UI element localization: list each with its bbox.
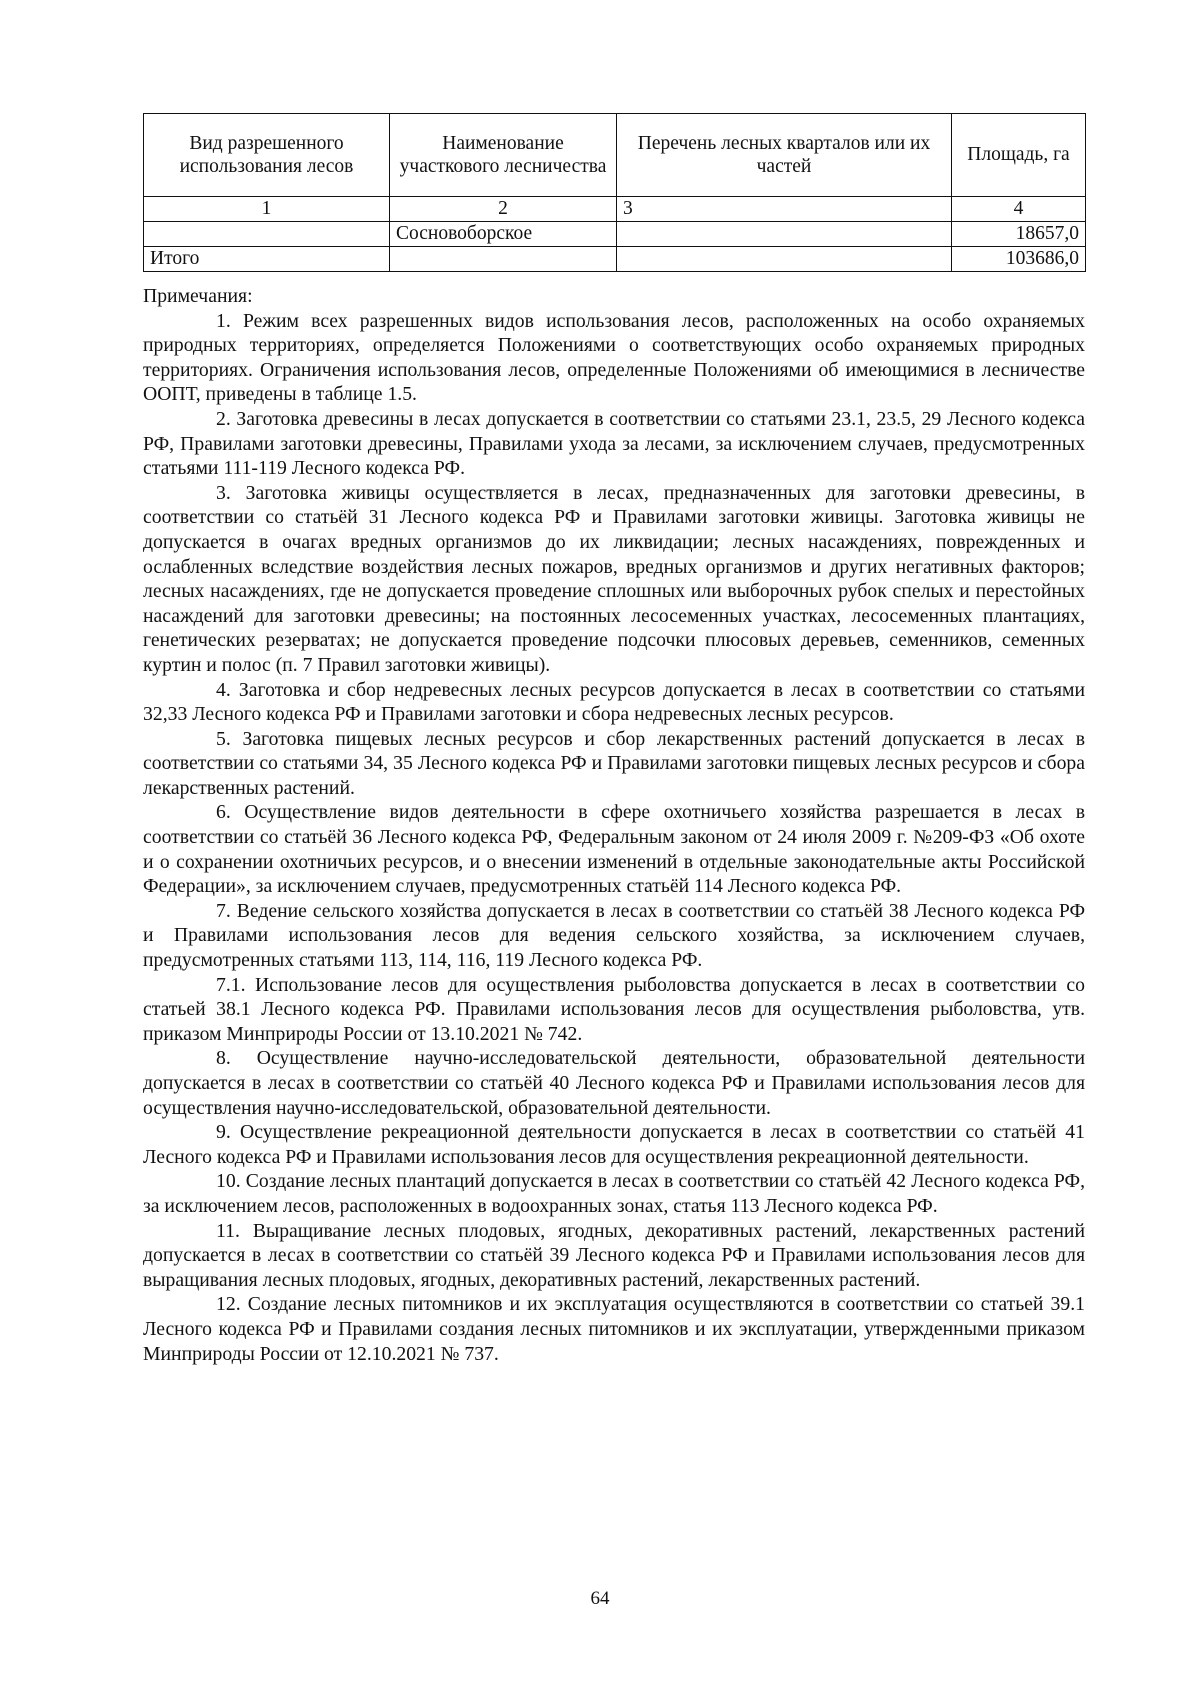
note-item: 3. Заготовка живицы осуществляется в лесах, предназначенных для заготовки древесины, в соответствии со статьёй 31 Лесного кодекса РФ и Правилами заготовки живицы. Заготовка живицы не допускается в очагах вредных организмов до их ликвидации; лесных насаждениях, поврежденных и ослабленных вследствие воздействия лесных пожаров, вредных организмов и других негативных факторов; лесных насаждениях, где не допускается проведение сплошных или выборочных рубок спелых и перестойных насаждений для заготовки древесины; на постоянных лесосеменных участках, лесосеменных плантациях, генетических резерватах; не допускается проведение подсочки плюсовых деревьев, семенников, семенных куртин и полос (п. 7 Правил заготовки живицы).: [143, 481, 1085, 676]
column-number: 2: [390, 197, 617, 222]
note-item: 2. Заготовка древесины в лесах допускается в соответствии со статьями 23.1, 23.5, 29 Лесного кодекса РФ, Правилами заготовки древесины, Правилами ухода за лесами, за исключением случаев, предусмотренных статьями 111-119 Лесного кодекса РФ.: [143, 407, 1085, 480]
cell-quarters: [617, 247, 952, 272]
header-quarters: Перечень лесных кварталов или их частей: [617, 114, 952, 197]
cell-forestry: Сосновоборское: [390, 222, 617, 247]
forest-use-table: [143, 113, 1086, 272]
note-item: 1. Режим всех разрешенных видов использования лесов, расположенных на особо охраняемых природных территориях, определяется Положениями о соответствующих особо охраняемых природных территориях. Ограничения использования лесов, определенные Положениями об имеющимися в лесничестве ООПТ, приведены в таблице 1.5.: [143, 309, 1085, 406]
note-item: 8. Осуществление научно-исследовательской деятельности, образовательной деятельности допускается в лесах в соответствии со статьёй 40 Лесного кодекса РФ и Правилами использования лесов для осуществления научно-исследовательской, образовательной деятельности.: [143, 1047, 1085, 1119]
note-item: 7.1. Использование лесов для осуществления рыболовства допускается в лесах в соответствии со статьей 38.1 Лесного кодекса РФ. Правилами использования лесов для осуществления рыболовства, утв. приказом Минприроды России от 13.10.2021 № 742.: [143, 973, 1085, 1045]
column-number: 3: [617, 197, 952, 222]
note-item: 6. Осуществление видов деятельности в сфере охотничьего хозяйства разрешается в лесах в соответствии со статьёй 36 Лесного кодекса РФ, Федеральным законом от 24 июля 2009 г. №209-ФЗ «Об охоте и о сохранении охотничьих ресурсов, и о внесении изменений в отдельные законодательные акты Российской Федерации», за исключением случаев, предусмотренных статьёй 114 Лесного кодекса РФ.: [143, 801, 1085, 898]
cell-quarters: [617, 222, 952, 247]
note-item: 4. Заготовка и сбор недревесных лесных ресурсов допускается в лесах в соответствии со статьями 32,33 Лесного кодекса РФ и Правилами заготовки и сбора недревесных лесных ресурсов.: [143, 678, 1085, 726]
note-item: 7. Ведение сельского хозяйства допускается в лесах в соответствии со статьёй 38 Лесного кодекса РФ и Правилами использования лесов для ведения сельского хозяйства, за исключением случаев, предусмотренных статьями 113, 114, 116, 119 Лесного кодекса РФ.: [143, 899, 1085, 972]
note-item: 5. Заготовка пищевых лесных ресурсов и сбор лекарственных растений допускается в лесах в соответствии со статьями 34, 35 Лесного кодекса РФ и Правилами заготовки пищевых лесных ресурсов и сбора лекарственных растений.: [143, 727, 1085, 799]
column-number: 4: [952, 197, 1086, 222]
note-item: 9. Осуществление рекреационной деятельности допускается в лесах в соответствии со статьёй 41 Лесного кодекса РФ и Правилами использования лесов для осуществления рекреационной деятельности.: [143, 1121, 1085, 1168]
header-forestry: Наименование участкового лесничества: [390, 114, 617, 197]
column-number: 1: [144, 197, 390, 222]
cell-area: 18657,0: [952, 222, 1086, 247]
note-item: 12. Создание лесных питомников и их эксплуатация осуществляются в соответствии со статьей 39.1 Лесного кодекса РФ и Правилами создания лесных питомников и их эксплуатации, утвержденными приказом Минприроды России от 12.10.2021 № 737.: [143, 1293, 1085, 1365]
table-header-row: [144, 114, 1086, 197]
table-row: [144, 222, 1086, 247]
notes-section: [143, 284, 1085, 1366]
cell-forestry: [390, 247, 617, 272]
column-number-row: [144, 197, 1086, 222]
page-number: 64: [590, 1588, 610, 1609]
table-row-total: [144, 247, 1086, 272]
header-use-type: Вид разрешенного использования лесов: [144, 114, 390, 197]
cell-area: 103686,0: [952, 247, 1086, 272]
cell-use-type: [144, 222, 390, 247]
notes-title: Примечания:: [143, 285, 253, 307]
note-item: 11. Выращивание лесных плодовых, ягодных, декоративных растений, лекарственных растений допускается в лесах в соответствии со статьёй 39 Лесного кодекса РФ и Правилами использования лесов для выращивания лесных плодовых, ягодных, декоративных растений, лекарственных растений.: [143, 1219, 1085, 1291]
document-page: [143, 113, 1085, 1366]
note-item: 10. Создание лесных плантаций допускается в лесах в соответствии со статьёй 42 Лесного кодекса РФ, за исключением лесов, расположенных в водоохранных зонах, статья 113 Лесного кодекса РФ.: [143, 1170, 1085, 1217]
cell-use-type: Итого: [144, 247, 390, 272]
header-area: Площадь, га: [952, 114, 1086, 197]
